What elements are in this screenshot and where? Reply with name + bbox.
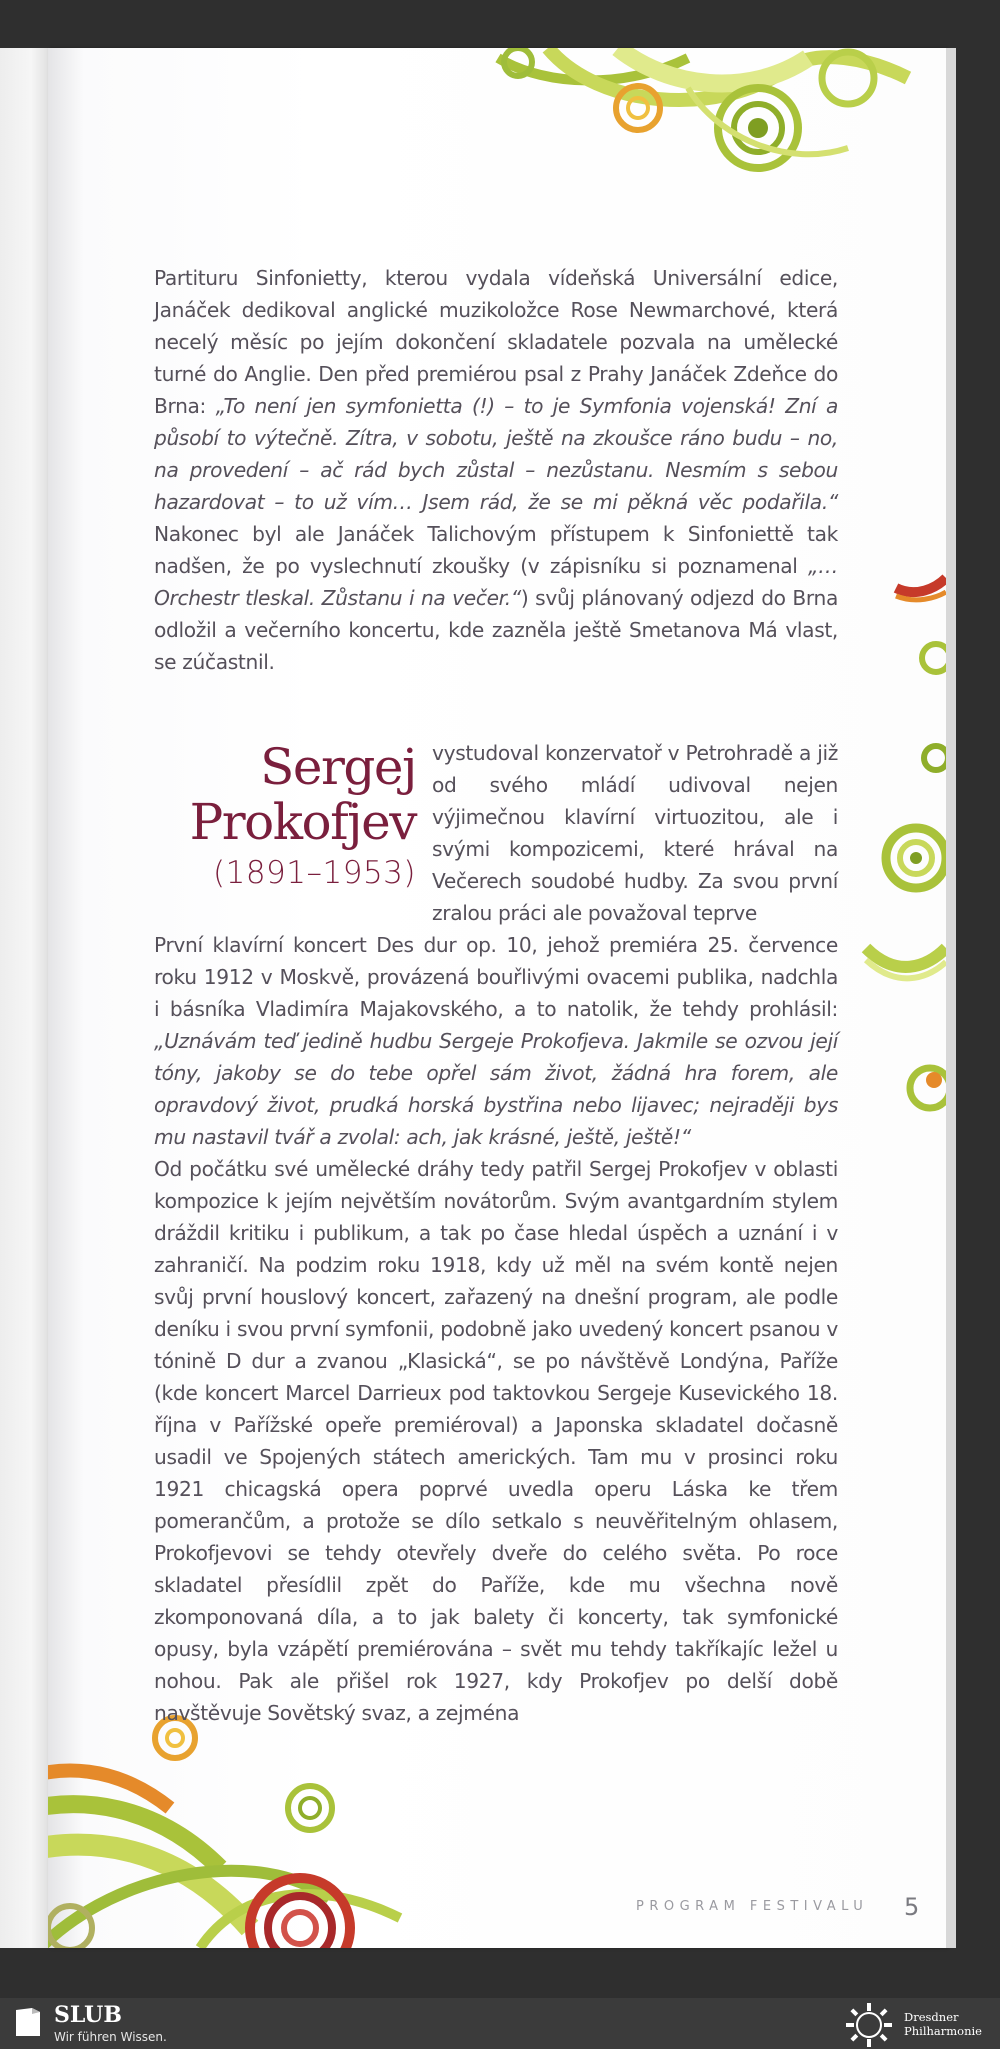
dresdner-philharmonie-label[interactable] <box>904 2010 982 2038</box>
quote-run: „… Orchestr tleskal. Zůstanu i na večer.“ <box>154 554 838 610</box>
quote-run: „Uznávám teď jedině hudbu Sergeje Prokofjeva. Jakmile se ozvou její tóny, jakoby se do tebe opřel sám život, žádná hra forem, ale opravdový život, prudká horská bystřina nebo lijavec; nejraději bys mu nastavil tvář a zvolal: ach, jak krásné, ještě, ještě!“ <box>154 1029 838 1149</box>
page-right-edge <box>946 48 956 1948</box>
partner-line-2: Philharmonie <box>904 2024 982 2038</box>
slub-logo-icon[interactable] <box>14 2006 44 2038</box>
paragraph-prokofjev-concerto <box>154 929 838 1153</box>
composer-heading <box>154 740 416 896</box>
paragraph-prokofjev-intro <box>432 737 838 929</box>
text-run: vystudoval konzervatoř v Petrohradě a již od svého mládí udivoval nejen výjimečnou klavírní virtuozitou, ale i svými kompozicemi, které hrával na Večerech soudobé hudby. Za svou první zralou práci ale považoval teprve <box>432 741 838 925</box>
text-run: Partituru Sinfonietty, kterou vydala vídeňská Universální edice, Janáček dedikoval anglické muzikoložce Rose Newmarchové, která necelý měsíc po jejím dokončení skladatele pozvala na umělecké turné do Anglie. Den před premiérou psal z Prahy Janáček Zdeňce do Brna: <box>154 266 838 418</box>
text-run: Nakonec byl ale Janáček Talichovým přístupem k Sinfoniettě tak nadšen, že po vyslechnutí zkoušky (v zápisníku si poznamenal <box>154 522 838 578</box>
quote-run: „To není jen symfonietta (!) – to je Symfonia vojenská! Zní a působí to výtečně. Zítra, v sobotu, ještě na zkoušce ráno budu – no, na provedení – ač rád bych zůstal – nezůstanu. Nesmím s sebou hazardovat – to už vím… Jsem rád, že se mi pěkná věc podařila.“ <box>154 394 838 514</box>
facing-page-edge <box>0 48 52 1948</box>
page-number: 5 <box>904 1893 920 1921</box>
composer-first-name: Sergej <box>260 738 416 796</box>
quilling-decoration-bottom <box>48 1698 440 1948</box>
text-run: První klavírní koncert Des dur op. 10, jehož premiéra 25. července roku 1912 v Moskvě, provázená bouřlivými ovacemi publika, nadchla i básníka Vladimíra Majakovského, a to natolik, že tehdy prohlásil: <box>154 933 838 1021</box>
composer-years: (1891–1953) <box>213 855 416 891</box>
text-run: Od počátku své umělecké dráhy tedy patřil Sergej Prokofjev v oblasti kompozice k jejím největším novátorům. Svým avantgardním stylem dráždil kritiku i publikum, a tak po čase hledal úspěch a uznání i v zahraničí. Na podzim roku 1918, kdy už měl na svém kontě nejen svůj první houslový koncert, zařazený na dnešní program, ale podle deníku i svou první symfonii, podobně jako uvedený koncert psanou v tónině D dur a zvanou „Klasická“, se po návštěvě Londýna, Paříže (kde koncert Marcel Darrieux pod taktovkou Sergeje Kusevického 18. října v Pařížské opeře premiéroval) a Japonska skladatel dočasně usadil ve Spojených státech amerických. Tam mu v prosinci roku 1921 chicagská opera poprvé uvedla operu Láska ke třem pomerančům, a protože se dílo setkalo s neuvěřitelným ohlasem, Prokofjevovi se tehdy otevřely dveře do celého světa. Po roce skladatel přesídlil zpět do Paříže, kde mu všechna nově zkomponovaná díla, a to jak balety či koncerty, tak symfonické opusy, byla vzápětí premiérována – svět mu tehdy takříkajíc ležel u nohou. Pak ale přišel rok 1927, kdy Prokofjev po delší době navštěvuje Sovětský svaz, a zejména <box>154 1157 838 1725</box>
quilling-decoration-right <box>856 548 946 1168</box>
partner-line-1: Dresdner <box>904 2010 959 2024</box>
paragraph-prokofjev-career <box>154 1153 838 1729</box>
paragraph-janacek-sinfonietta <box>154 262 838 678</box>
slub-title[interactable]: SLUB <box>54 2002 122 2028</box>
composer-last-name: Prokofjev <box>189 793 416 851</box>
footer-label: PROGRAM FESTIVALU <box>636 1899 869 1914</box>
slub-tagline: Wir führen Wissen. <box>54 2030 167 2044</box>
dresdner-philharmonie-logo-icon[interactable] <box>842 2003 896 2047</box>
quilling-decoration-top <box>488 48 946 228</box>
text-run: ) svůj plánovaný odjezd do Brna odložil a večerního koncertu, kde zazněla ještě Smetanova Má vlast, se zúčastnil. <box>154 586 838 674</box>
